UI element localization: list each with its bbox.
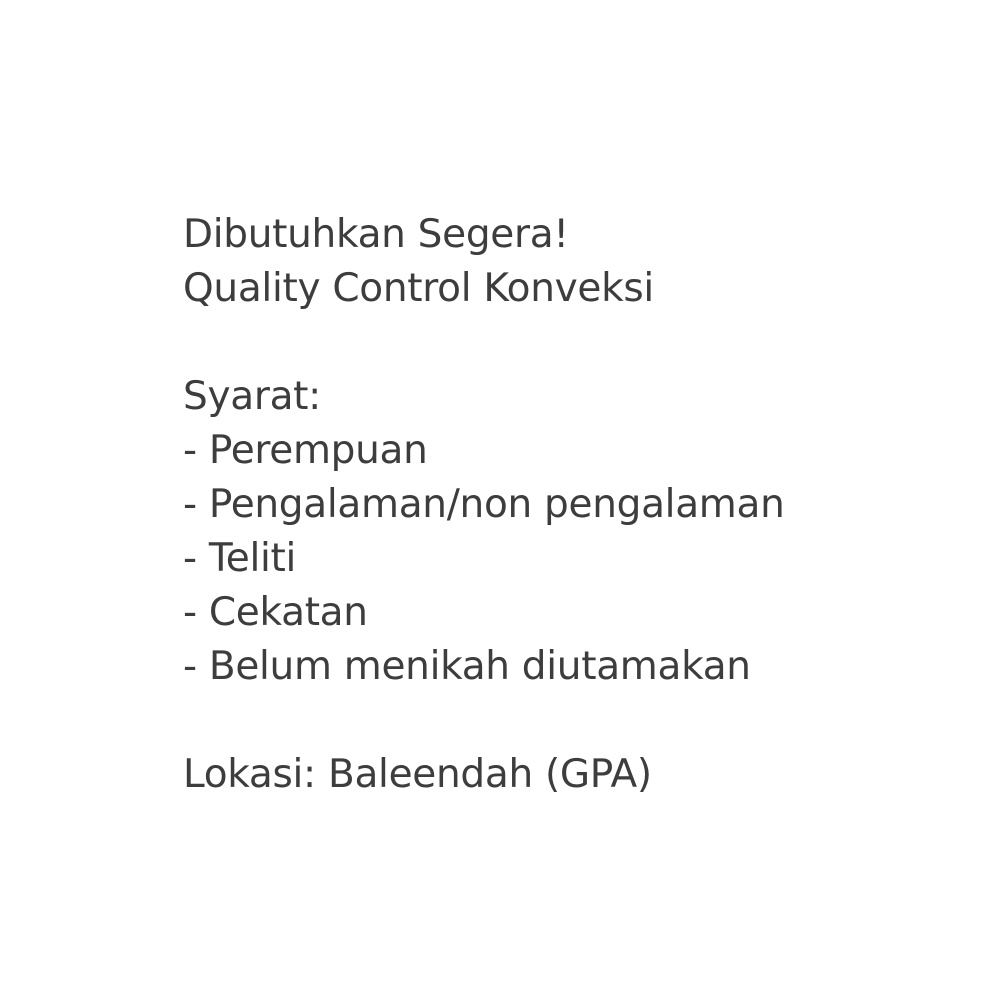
location-text: Lokasi: Baleendah (GPA) <box>183 752 652 797</box>
position-title: Quality Control Konveksi <box>183 266 654 311</box>
spacer <box>183 694 983 748</box>
spacer <box>183 316 983 370</box>
requirement-item: - Teliti <box>183 536 297 581</box>
requirements-label: Syarat: <box>183 374 321 419</box>
requirement-item: - Pengalaman/non pengalaman <box>183 482 785 527</box>
requirement-item: - Perempuan <box>183 428 428 473</box>
requirement-item: - Belum menikah diutamakan <box>183 644 751 689</box>
job-ad-text <box>183 208 983 802</box>
headline: Dibutuhkan Segera! <box>183 212 569 257</box>
requirement-item: - Cekatan <box>183 590 368 635</box>
requirements-list <box>183 424 983 694</box>
